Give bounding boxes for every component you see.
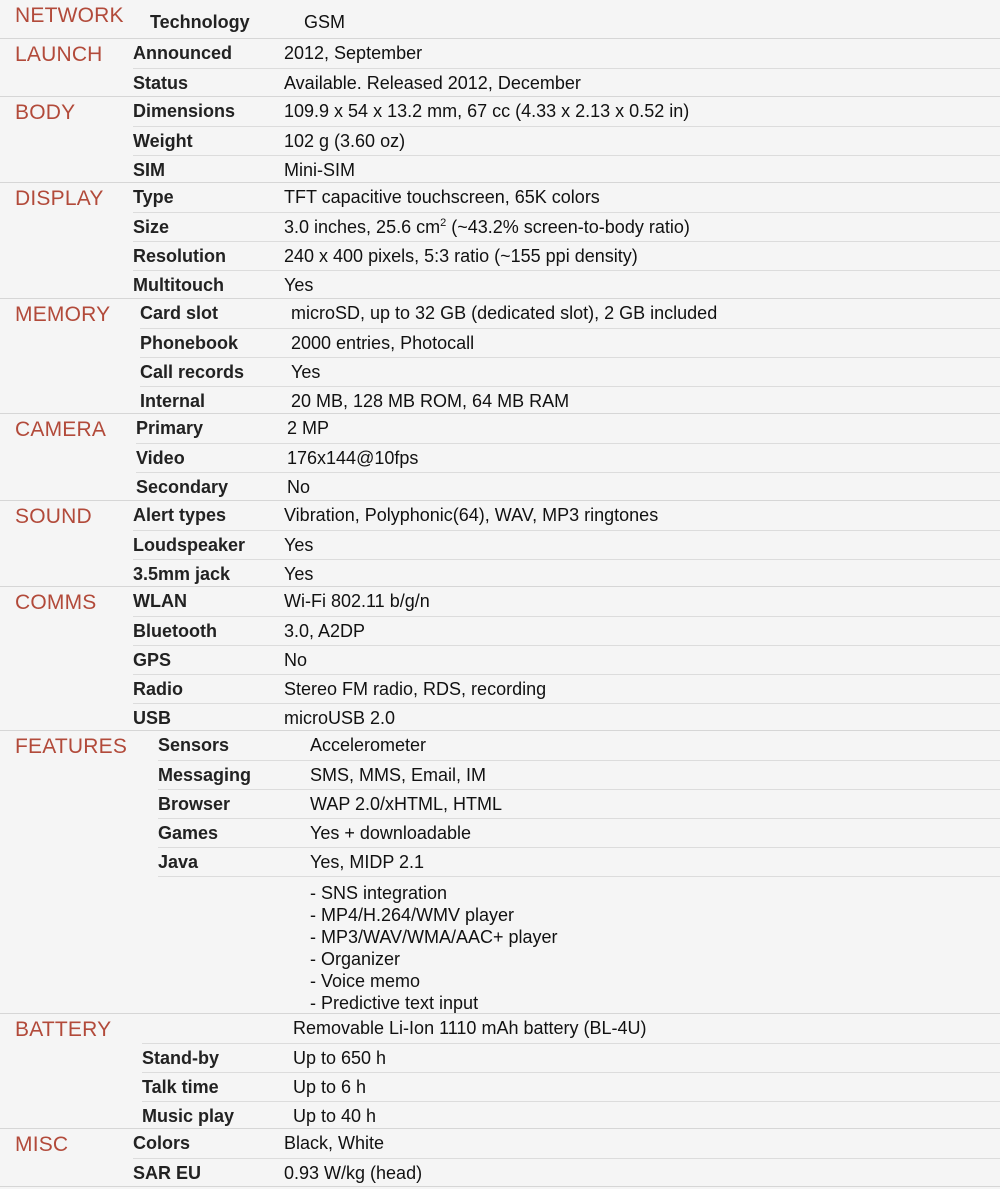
spec-value: microSD, up to 32 GB (dedicated slot), 2 GB included <box>291 303 718 323</box>
spec-row <box>136 414 1000 443</box>
spec-value <box>284 213 690 242</box>
spec-label: Alert types <box>133 505 227 525</box>
spec-row <box>136 443 1000 473</box>
feature-line: - Predictive text input <box>310 993 479 1013</box>
section-camera <box>0 413 1000 501</box>
section-features <box>0 730 1000 1014</box>
spec-row <box>136 472 1000 502</box>
feature-line: - Voice memo <box>310 971 421 991</box>
spec-value: TFT capacitive touchscreen, 65K colors <box>284 187 600 207</box>
spec-label: SAR EU <box>133 1163 202 1183</box>
spec-value: 2 MP <box>287 418 330 438</box>
spec-value: 20 MB, 128 MB ROM, 64 MB RAM <box>291 391 570 411</box>
spec-label: Stand-by <box>142 1048 220 1068</box>
feature-line: - SNS integration <box>310 883 448 903</box>
spec-value: Yes <box>284 564 314 584</box>
spec-row <box>133 212 1000 242</box>
spec-row <box>133 97 1000 126</box>
spec-value: Mini-SIM <box>284 160 355 180</box>
spec-row <box>133 559 1000 589</box>
spec-value: Up to 6 h <box>293 1077 367 1097</box>
spec-value: 109.9 x 54 x 13.2 mm, 67 cc (4.33 x 2.13 x 0.52 in) <box>284 101 690 121</box>
spec-row <box>140 357 1000 387</box>
spec-label: Resolution <box>133 246 226 266</box>
spec-row <box>140 299 1000 328</box>
spec-label: USB <box>133 708 172 728</box>
spec-label: Technology <box>150 12 250 32</box>
spec-row <box>133 616 1000 646</box>
spec-row <box>133 155 1000 185</box>
spec-value: 2000 entries, Photocall <box>291 333 475 353</box>
spec-value: 176x144@10fps <box>287 448 419 468</box>
spec-row <box>133 270 1000 300</box>
section-misc <box>0 1128 1000 1187</box>
spec-value: Available. Released 2012, December <box>284 73 581 93</box>
spec-label: Loudspeaker <box>133 535 246 555</box>
spec-value: Accelerometer <box>310 735 427 755</box>
section-battery <box>0 1013 1000 1129</box>
spec-row <box>133 703 1000 733</box>
spec-row <box>133 645 1000 675</box>
spec-value: 2012, September <box>284 43 423 63</box>
category-label: LAUNCH <box>15 43 103 66</box>
category-label: MISC <box>15 1133 69 1156</box>
spec-row <box>158 731 1000 760</box>
category-label: BATTERY <box>15 1018 112 1041</box>
spec-label: Music play <box>142 1106 235 1126</box>
spec-value <box>310 882 558 1014</box>
spec-label: Bluetooth <box>133 621 217 641</box>
spec-label: WLAN <box>133 591 187 611</box>
spec-row <box>158 847 1000 877</box>
spec-label: Status <box>133 73 189 93</box>
spec-label: Browser <box>158 794 231 814</box>
feature-line: - Organizer <box>310 949 401 969</box>
feature-line: - MP4/H.264/WMV player <box>310 905 515 925</box>
spec-row <box>142 1072 1000 1102</box>
spec-value: No <box>284 650 308 670</box>
spec-row <box>142 1043 1000 1073</box>
category-label: DISPLAY <box>15 187 104 210</box>
spec-label: Colors <box>133 1133 191 1153</box>
spec-label: Type <box>133 187 174 207</box>
spec-value: Up to 650 h <box>293 1048 387 1068</box>
spec-label: Java <box>158 852 199 872</box>
spec-value: microUSB 2.0 <box>284 708 396 728</box>
spec-row <box>150 8 1000 37</box>
section-launch <box>0 38 1000 97</box>
spec-value-text: 3.0 inches, 25.6 cm <box>284 217 441 237</box>
spec-value: WAP 2.0/xHTML, HTML <box>310 794 503 814</box>
section-memory <box>0 298 1000 414</box>
section-comms <box>0 586 1000 731</box>
spec-row <box>133 68 1000 98</box>
spec-row <box>140 386 1000 416</box>
spec-value: SMS, MMS, Email, IM <box>310 765 487 785</box>
spec-value: 3.0, A2DP <box>284 621 366 641</box>
spec-row <box>158 789 1000 819</box>
spec-label: Phonebook <box>140 333 238 353</box>
spec-row <box>158 760 1000 790</box>
spec-label: Radio <box>133 679 184 699</box>
spec-label: Video <box>136 448 185 468</box>
spec-row <box>158 818 1000 848</box>
spec-row <box>133 183 1000 212</box>
section-sound <box>0 500 1000 587</box>
spec-value: Yes <box>284 535 314 555</box>
spec-label: Sensors <box>158 735 230 755</box>
spec-label: Multitouch <box>133 275 224 295</box>
category-label: FEATURES <box>15 735 128 758</box>
spec-label: Call records <box>140 362 245 382</box>
spec-row <box>133 501 1000 530</box>
section-network <box>0 0 1000 38</box>
spec-row <box>133 241 1000 271</box>
spec-row <box>133 39 1000 68</box>
spec-value: Up to 40 h <box>293 1106 377 1126</box>
spec-label: Size <box>133 217 170 237</box>
spec-row <box>133 587 1000 616</box>
category-label: SOUND <box>15 505 92 528</box>
section-display <box>0 182 1000 299</box>
category-label: BODY <box>15 101 76 124</box>
spec-row <box>133 530 1000 560</box>
spec-value: GSM <box>304 12 346 32</box>
spec-label: Card slot <box>140 303 219 323</box>
spec-value: Stereo FM radio, RDS, recording <box>284 679 547 699</box>
spec-value: Yes + downloadable <box>310 823 471 843</box>
spec-row <box>140 328 1000 358</box>
spec-label: Announced <box>133 43 232 63</box>
spec-label: Talk time <box>142 1077 219 1097</box>
spec-value: Wi-Fi 802.11 b/g/n <box>284 591 430 611</box>
bottom-divider <box>0 1186 1000 1187</box>
spec-label: Games <box>158 823 219 843</box>
spec-row <box>133 674 1000 704</box>
category-label: MEMORY <box>15 303 111 326</box>
superscript: 2 <box>440 217 447 229</box>
spec-row <box>133 1129 1000 1158</box>
spec-row <box>142 1101 1000 1131</box>
spec-value: Vibration, Polyphonic(64), WAV, MP3 ringtones <box>284 505 659 525</box>
spec-value: 240 x 400 pixels, 5:3 ratio (~155 ppi density) <box>284 246 638 266</box>
section-body <box>0 96 1000 183</box>
category-label: COMMS <box>15 591 97 614</box>
spec-label: Dimensions <box>133 101 236 121</box>
spec-label: Secondary <box>136 477 229 497</box>
feature-line: - MP3/WAV/WMA/AAC+ player <box>310 927 558 947</box>
spec-row <box>133 1158 1000 1188</box>
spec-label: Internal <box>140 391 206 411</box>
spec-value: Black, White <box>284 1133 385 1153</box>
category-label: NETWORK <box>15 4 124 27</box>
spec-row <box>133 126 1000 156</box>
spec-row <box>158 876 1000 1014</box>
spec-value: Yes, MIDP 2.1 <box>310 852 425 872</box>
spec-label: GPS <box>133 650 172 670</box>
spec-row <box>142 1014 1000 1043</box>
spec-label: Primary <box>136 418 204 438</box>
spec-label: Messaging <box>158 765 252 785</box>
spec-label: 3.5mm jack <box>133 564 231 584</box>
spec-label: SIM <box>133 160 166 180</box>
spec-value: Yes <box>284 275 314 295</box>
spec-value: Yes <box>291 362 321 382</box>
spec-value-text: (~43.2% screen-to-body ratio) <box>446 217 690 237</box>
spec-value: 102 g (3.60 oz) <box>284 131 406 151</box>
spec-value: No <box>287 477 311 497</box>
spec-label: Weight <box>133 131 193 151</box>
spec-value: Removable Li-Ion 1110 mAh battery (BL-4U) <box>293 1018 647 1038</box>
category-label: CAMERA <box>15 418 107 441</box>
spec-value: 0.93 W/kg (head) <box>284 1163 423 1183</box>
